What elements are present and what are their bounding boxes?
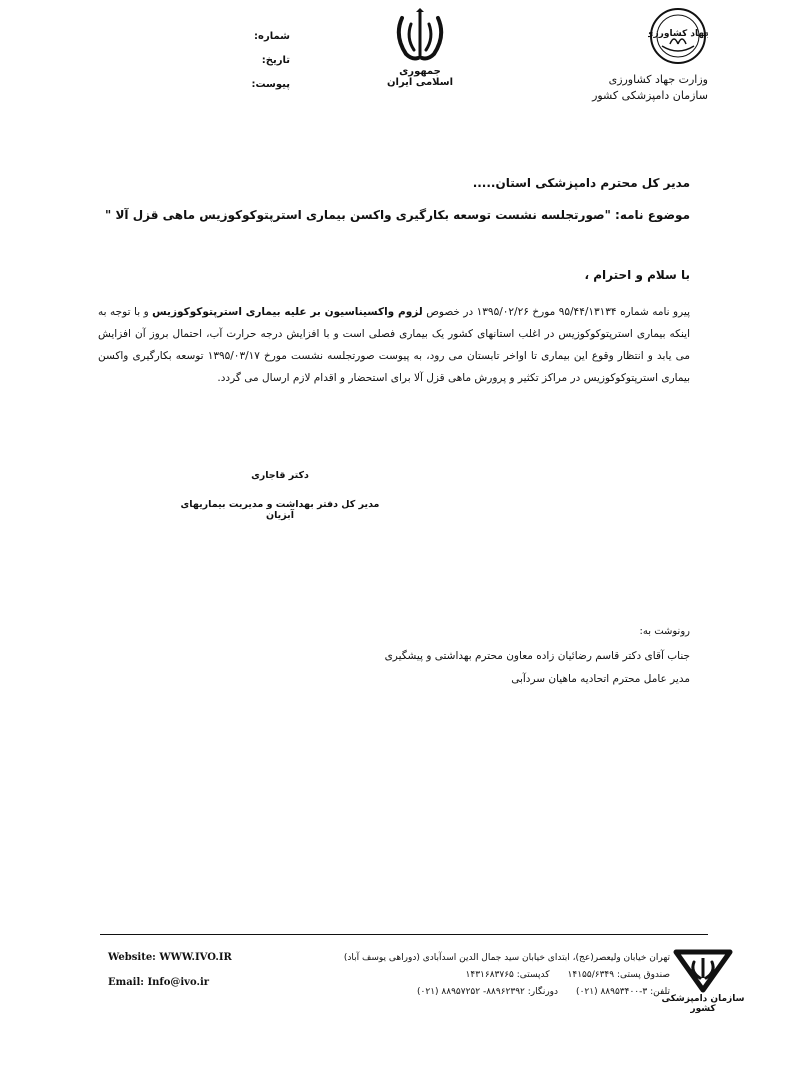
footer-address-block (250, 950, 670, 1001)
postal-code: کدپستی: ۱۴۳۱۶۸۳۷۶۵ (465, 970, 550, 980)
fax: دورنگار: ۸۸۹۶۲۳۹۲- ۸۸۹۵۷۲۵۲ (۰۲۱) (417, 987, 559, 997)
greeting: با سلام و احترام ، (584, 268, 690, 282)
number-label: شماره: (254, 31, 290, 42)
emblem-label: جمهوری اسلامی ایران (386, 66, 453, 88)
cc-item: مدیر عامل محترم اتحادیه ماهیان سردآبی (511, 673, 690, 685)
body-paragraph (98, 301, 690, 389)
organization-name: سازمان دامپزشکی کشور (592, 89, 708, 102)
letter-meta (200, 30, 290, 102)
address-line: تهران خیابان ولیعصر(عج)، ابتدای خیابان سید جمال الدین اسدآبادی (دوراهی یوسف آباد) (343, 953, 670, 963)
body-text-start: پیرو نامه شماره ۹۵/۴۴/۱۳۱۳۴ مورخ ۱۳۹۵/۰۲/۲۶ در خصوص (422, 306, 691, 318)
phone: تلفن: ۳-۸۸۹۵۳۴۰۰ (۰۲۱) (576, 987, 670, 997)
footer-website: Website: WWW.IVO.IR (108, 952, 232, 963)
ministry-heading (508, 72, 708, 104)
postal-line (250, 967, 670, 984)
ministry-logo (648, 6, 708, 66)
contact-line (250, 984, 670, 1001)
national-emblem (382, 8, 458, 88)
attachment-label: پیوست: (251, 79, 290, 90)
po-box: صندوق پستی: ۱۴۱۵۵/۶۳۴۹ (567, 970, 670, 980)
cc-heading: رونوشت به: (639, 626, 690, 637)
body-text-emphasis: لزوم واکسیناسیون بر علیه بیماری استرپتوکوکوزیس (152, 306, 423, 318)
jahad-keshavarzi-logo-icon (648, 6, 708, 66)
addressee: مدیر کل محترم دامپزشکی استان..... (472, 176, 690, 190)
subject-line (50, 208, 690, 222)
cc-item: جناب آقای دکتر قاسم رضائیان زاده معاون محترم بهداشتی و پیشگیری (384, 650, 690, 662)
signatory-name: دکتر قاجاری (251, 470, 309, 481)
footer-email: Email: Info@ivo.ir (108, 977, 210, 988)
footer-divider (100, 934, 708, 935)
ministry-name: وزارت جهاد کشاورزی (608, 73, 708, 86)
subject-label: موضوع نامه: (615, 208, 690, 222)
body-text-rest: و با توجه به اینکه بیماری استرپتوکوکوزیس در اغلب استانهای کشور یک بیماری فصلی است و با افزایش درجه حرارت آب، احتمال بروز آن افزایش می یابد و انتظار وقوع این بیماری تا اواخر تابستان می رود، به پیوست صورتجلسه نشست مورخ ۱۳۹۵/۰۳/۱۷ توسعه بکارگیری واکسن بیماری استرپتوکوکوزیس در مراکز تکثیر و پرورش ماهی قزل آلا برای استحضار و اقدام لازم ارسال می گردد. (98, 306, 690, 384)
date-label: تاریخ: (261, 55, 290, 66)
org-logo (672, 944, 734, 994)
iran-emblem-icon (392, 8, 448, 64)
subject-text: "صورتجلسه نشست توسعه بکارگیری واکسن بیماری استرپتوکوکوزیس ماهی قزل آلا " (105, 208, 611, 222)
veterinary-organization-logo-icon (672, 944, 734, 994)
org-caption: سازمان دامپزشکی کشور (661, 994, 745, 1014)
signatory-title: مدیر کل دفتر بهداشت و مدیریت بیماریهای آبزیان (180, 499, 380, 521)
ministry-logo-text: جهاد کشاورزی (648, 29, 708, 39)
